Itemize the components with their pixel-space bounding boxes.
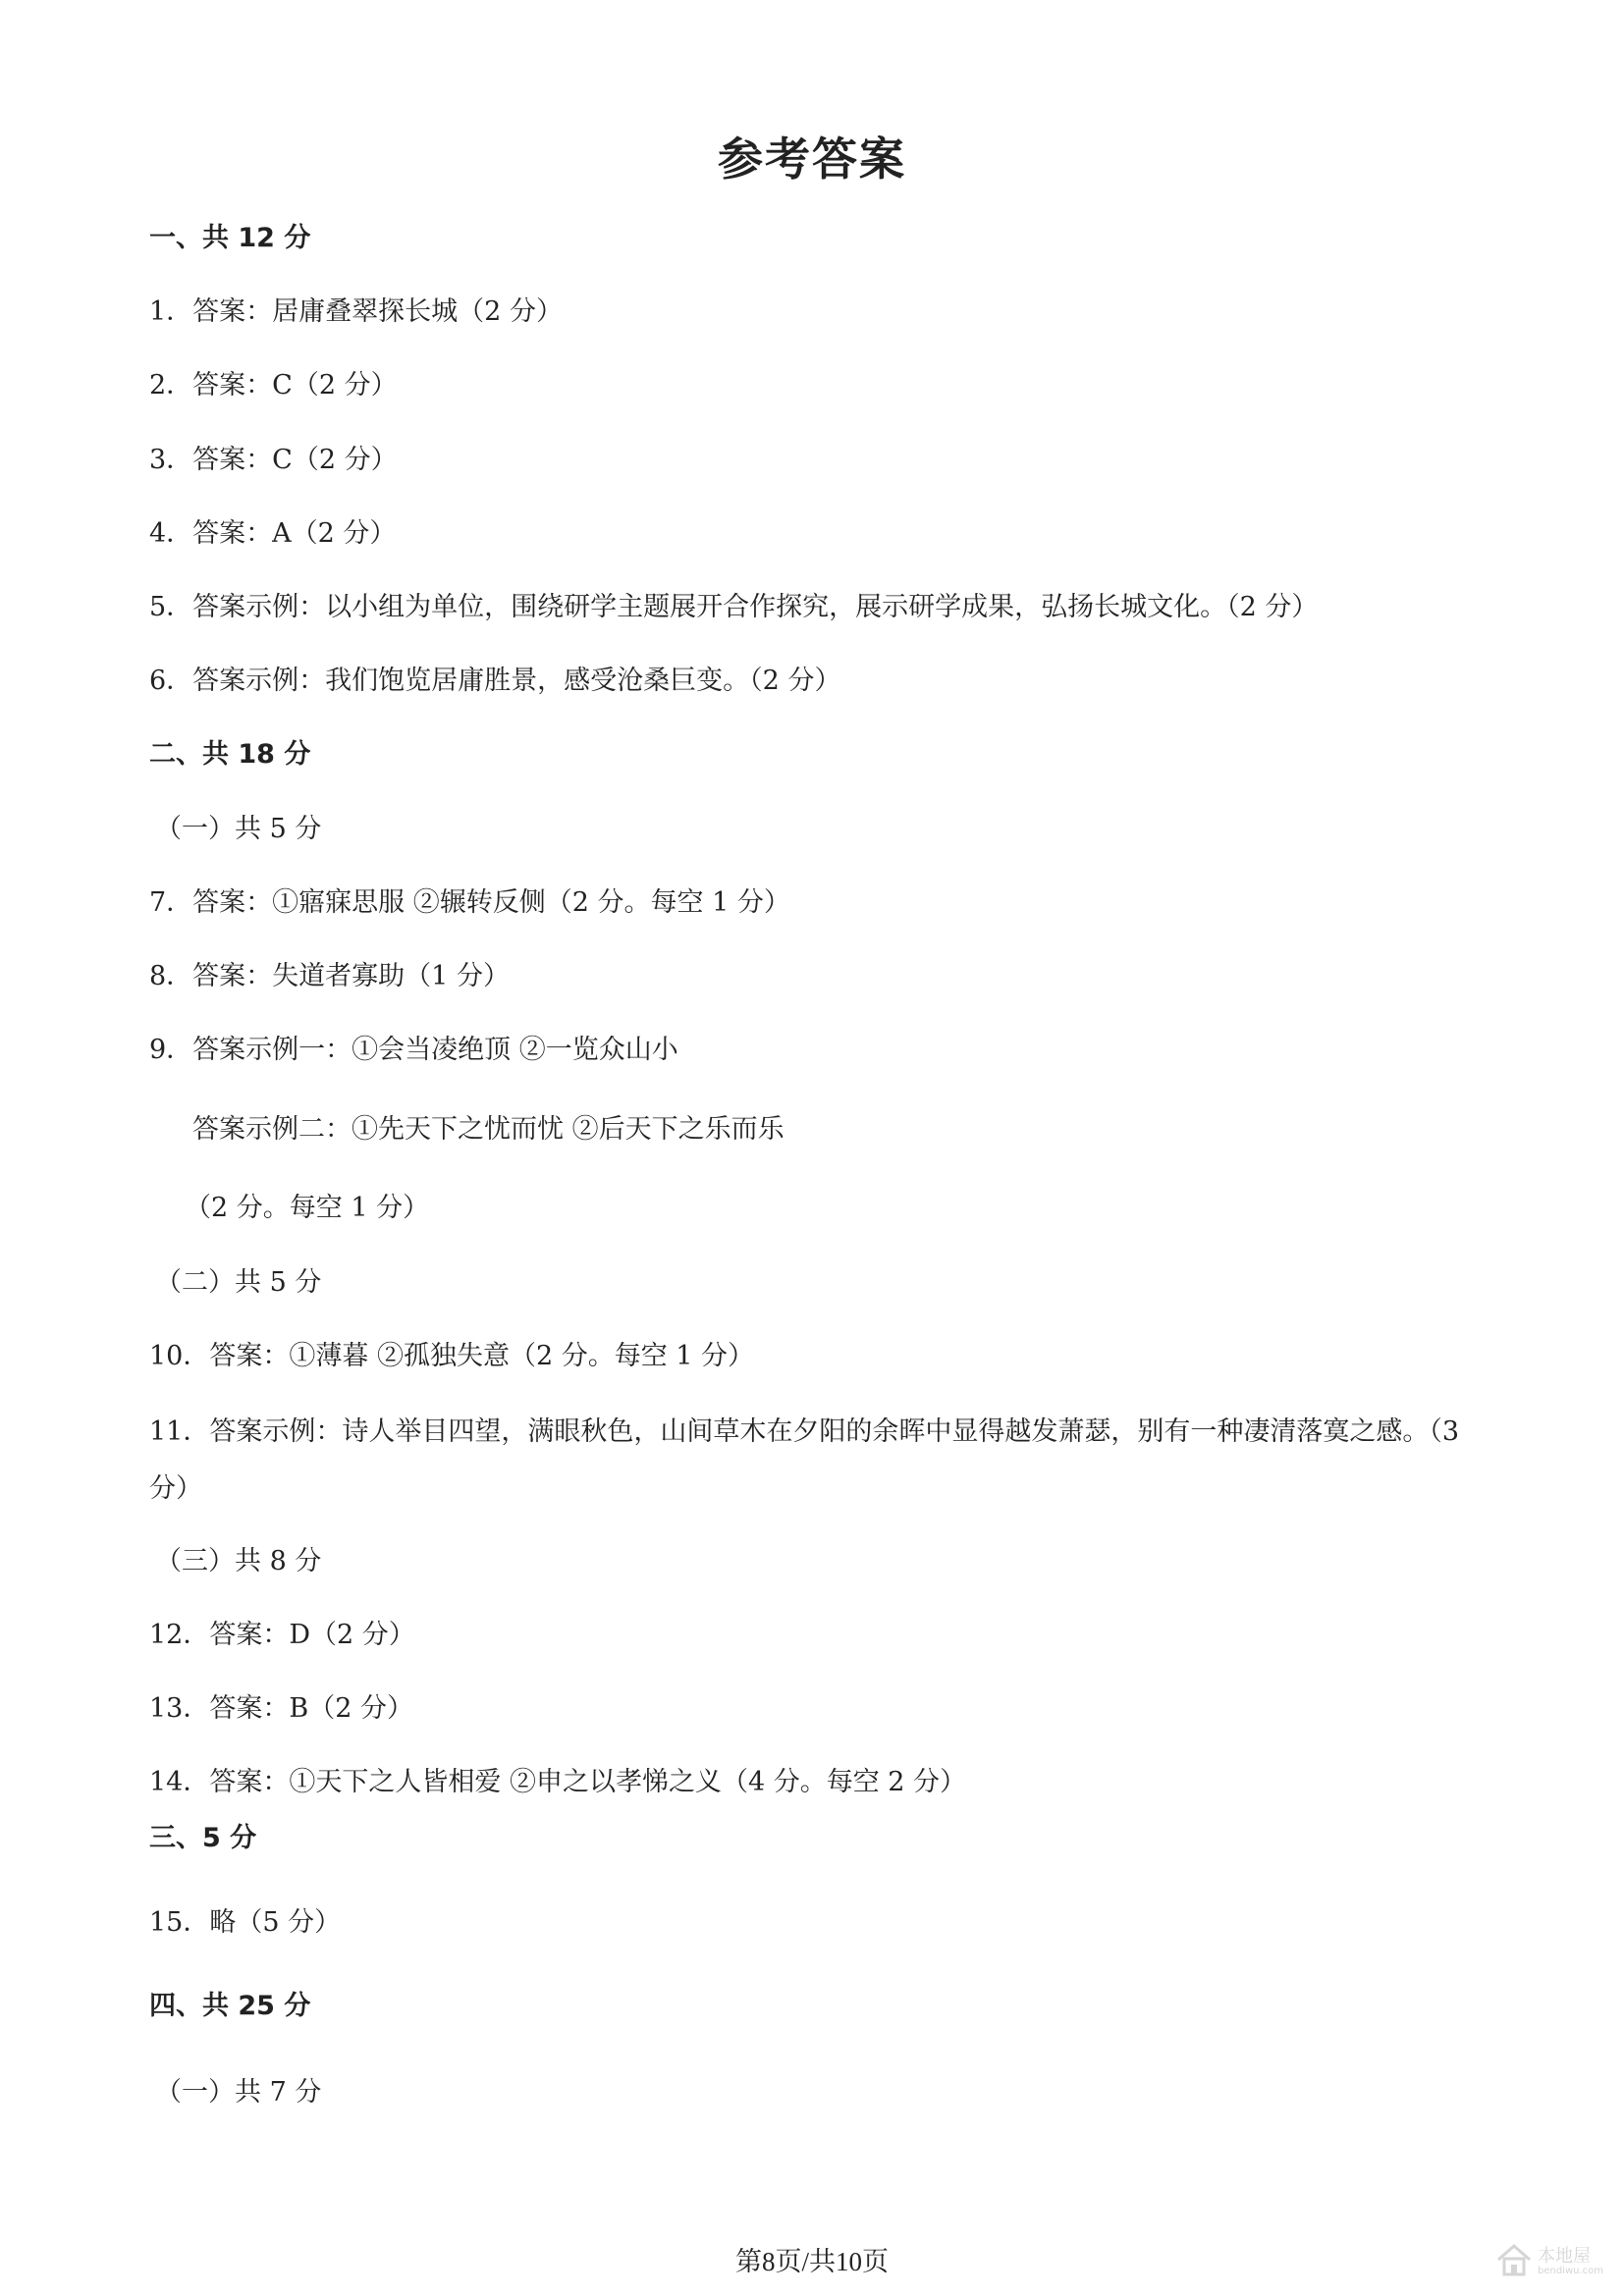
page-footer: 第8页/共10页 (734, 2247, 889, 2276)
answer-item-3: 3．答案：C（2 分） (149, 445, 398, 475)
answer-item-9-score: （2 分。每空 1 分） (185, 1193, 430, 1223)
section-heading-3: 三、5 分 (149, 1823, 257, 1853)
answer-item-2: 2．答案：C（2 分） (149, 370, 398, 400)
answer-item-4: 4．答案：A（2 分） (149, 518, 397, 549)
answer-item-6: 6．答案示例：我们饱览居庸胜景，感受沧桑巨变。（2 分） (149, 666, 841, 696)
section-heading-1: 一、共 12 分 (149, 223, 311, 253)
answer-item-14: 14．答案：①天下之人皆相爱 ②申之以孝悌之义（4 分。每空 2 分） (149, 1767, 967, 1797)
answer-item-7: 7．答案：①寤寐思服 ②辗转反侧（2 分。每空 1 分） (149, 887, 790, 918)
answer-item-10: 10．答案：①薄暮 ②孤独失意（2 分。每空 1 分） (149, 1341, 755, 1371)
watermark-sub: bendiwu.com (1538, 2266, 1604, 2276)
answer-item-13: 13．答案：B（2 分） (149, 1693, 413, 1724)
subsection-heading: （一）共 7 分 (155, 2077, 322, 2108)
answer-item-11: 11．答案示例：诗人举目四望，满眼秋色，山间草木在夕阳的余晖中显得越发萧瑟，别有一种凄清落寞之感。（3 分） (149, 1416, 1460, 1504)
watermark-logo (1494, 2236, 1612, 2285)
watermark-label: 本地屋 (1538, 2246, 1591, 2267)
subsection-heading: （三）共 8 分 (155, 1546, 322, 1576)
answer-item-8: 8．答案：失道者寡助（1 分） (149, 961, 510, 991)
section-heading-4: 四、共 25 分 (149, 1991, 311, 2021)
answer-item-9-alt: 答案示例二：①先天下之忧而忧 ②后天下之乐而乐 (192, 1114, 785, 1145)
house-icon (1494, 2240, 1534, 2279)
answer-item-5: 5．答案示例：以小组为单位，围绕研学主题展开合作探究，展示研学成果，弘扬长城文化。（2 分） (149, 592, 1319, 622)
answer-item-9: 9．答案示例一：①会当凌绝顶 ②一览众山小 (149, 1035, 678, 1065)
subsection-heading: （二）共 5 分 (155, 1267, 322, 1298)
answer-item-15: 15．略（5 分） (149, 1907, 342, 1938)
subsection-heading: （一）共 5 分 (155, 814, 322, 844)
page-title: 参考答案 (718, 133, 906, 186)
answer-item-12: 12．答案：D（2 分） (149, 1620, 415, 1650)
section-heading-2: 二、共 18 分 (149, 739, 311, 770)
answer-item-1: 1．答案：居庸叠翠探长城（2 分） (149, 296, 563, 327)
